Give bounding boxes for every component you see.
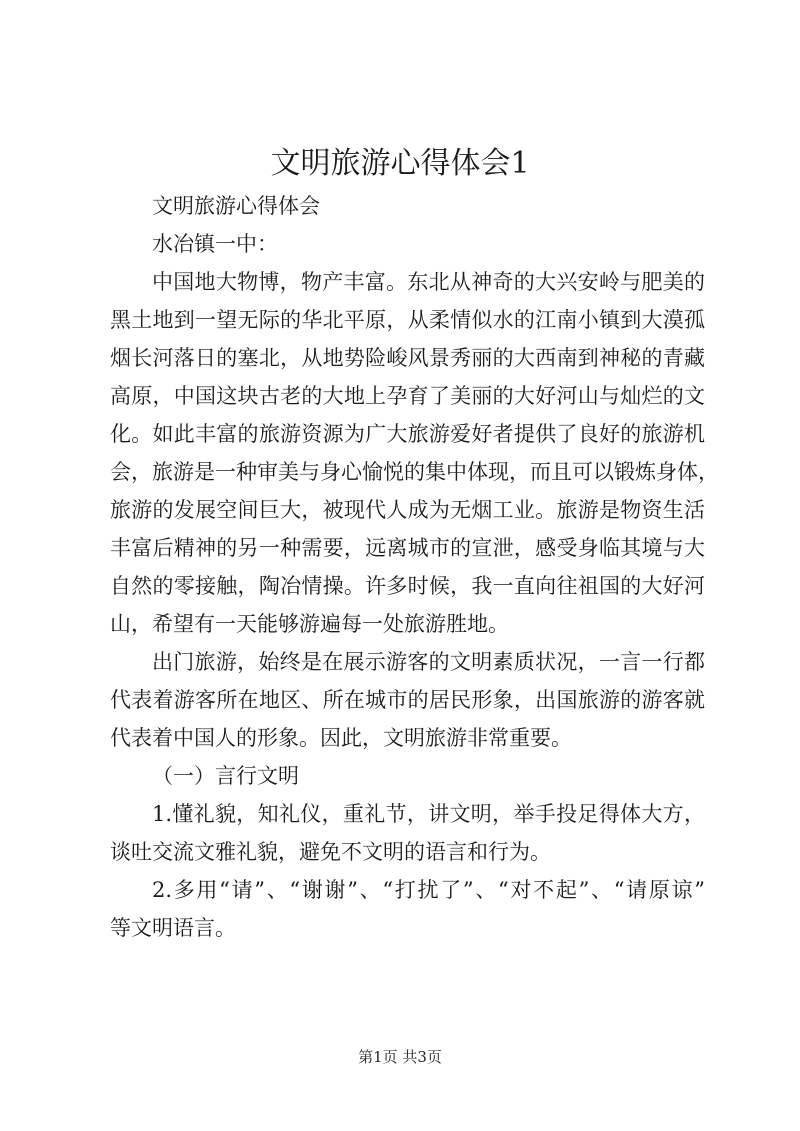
paragraph-line: 文明旅游心得体会 — [152, 194, 320, 218]
paragraph-line: 烟长河落日的塞北，从地势险峻风景秀丽的大西南到神秘的青藏 — [110, 346, 705, 370]
page-footer: 第1页 共3页 — [358, 1048, 442, 1066]
paragraph — [110, 187, 705, 225]
paragraph — [110, 757, 705, 795]
paragraph-line: 等文明语言。 — [110, 916, 236, 940]
paragraph-line: 会，旅游是一种审美与身心愉悦的集中体现，而且可以锻炼身体， — [110, 460, 719, 484]
paragraph-line: 高原，中国这块古老的大地上孕育了美丽的大好河山与灿烂的文 — [110, 384, 705, 408]
paragraph-line: 黑土地到一望无际的华北平原，从柔情似水的江南小镇到大漠孤 — [110, 308, 705, 332]
paragraph-line: 旅游的发展空间巨大，被现代人成为无烟工业。旅游是物资生活 — [110, 498, 705, 522]
paragraph-line: 水冶镇一中： — [152, 232, 278, 256]
paragraph — [110, 795, 705, 871]
paragraph-line: 山，希望有一天能够游遍每一处旅游胜地。 — [110, 612, 509, 636]
paragraph — [110, 871, 705, 947]
paragraph-line: 中国地大物博，物产丰富。东北从神奇的大兴安岭与肥美的 — [152, 270, 705, 294]
paragraph — [110, 643, 705, 757]
paragraph-line: 代表着游客所在地区、所在城市的居民形象，出国旅游的游客就 — [110, 688, 705, 712]
paragraph-line: 代表着中国人的形象。因此，文明旅游非常重要。 — [110, 726, 572, 750]
paragraph-line: 自然的零接触，陶冶情操。许多时候，我一直向往祖国的大好河 — [110, 574, 705, 598]
paragraph-line: 2.多用“请”、“谢谢”、“打扰了”、“对不起”、“请原谅” — [152, 878, 705, 902]
paragraph-line: 丰富后精神的另一种需要，远离城市的宣泄，感受身临其境与大 — [110, 536, 705, 560]
document-title: 文明旅游心得体会1 — [270, 146, 530, 181]
paragraph-line: 谈吐交流文雅礼貌，避免不文明的语言和行为。 — [110, 840, 551, 864]
paragraph-line: 1.懂礼貌，知礼仪，重礼节，讲文明，举手投足得体大方， — [152, 802, 705, 826]
paragraph — [110, 263, 719, 643]
document-body — [110, 187, 719, 947]
paragraph — [110, 225, 705, 263]
paragraph-line: 化。如此丰富的旅游资源为广大旅游爱好者提供了良好的旅游机 — [110, 422, 705, 446]
paragraph-line: （一）言行文明 — [152, 764, 299, 788]
paragraph-line: 出门旅游，始终是在展示游客的文明素质状况，一言一行都 — [152, 650, 705, 674]
